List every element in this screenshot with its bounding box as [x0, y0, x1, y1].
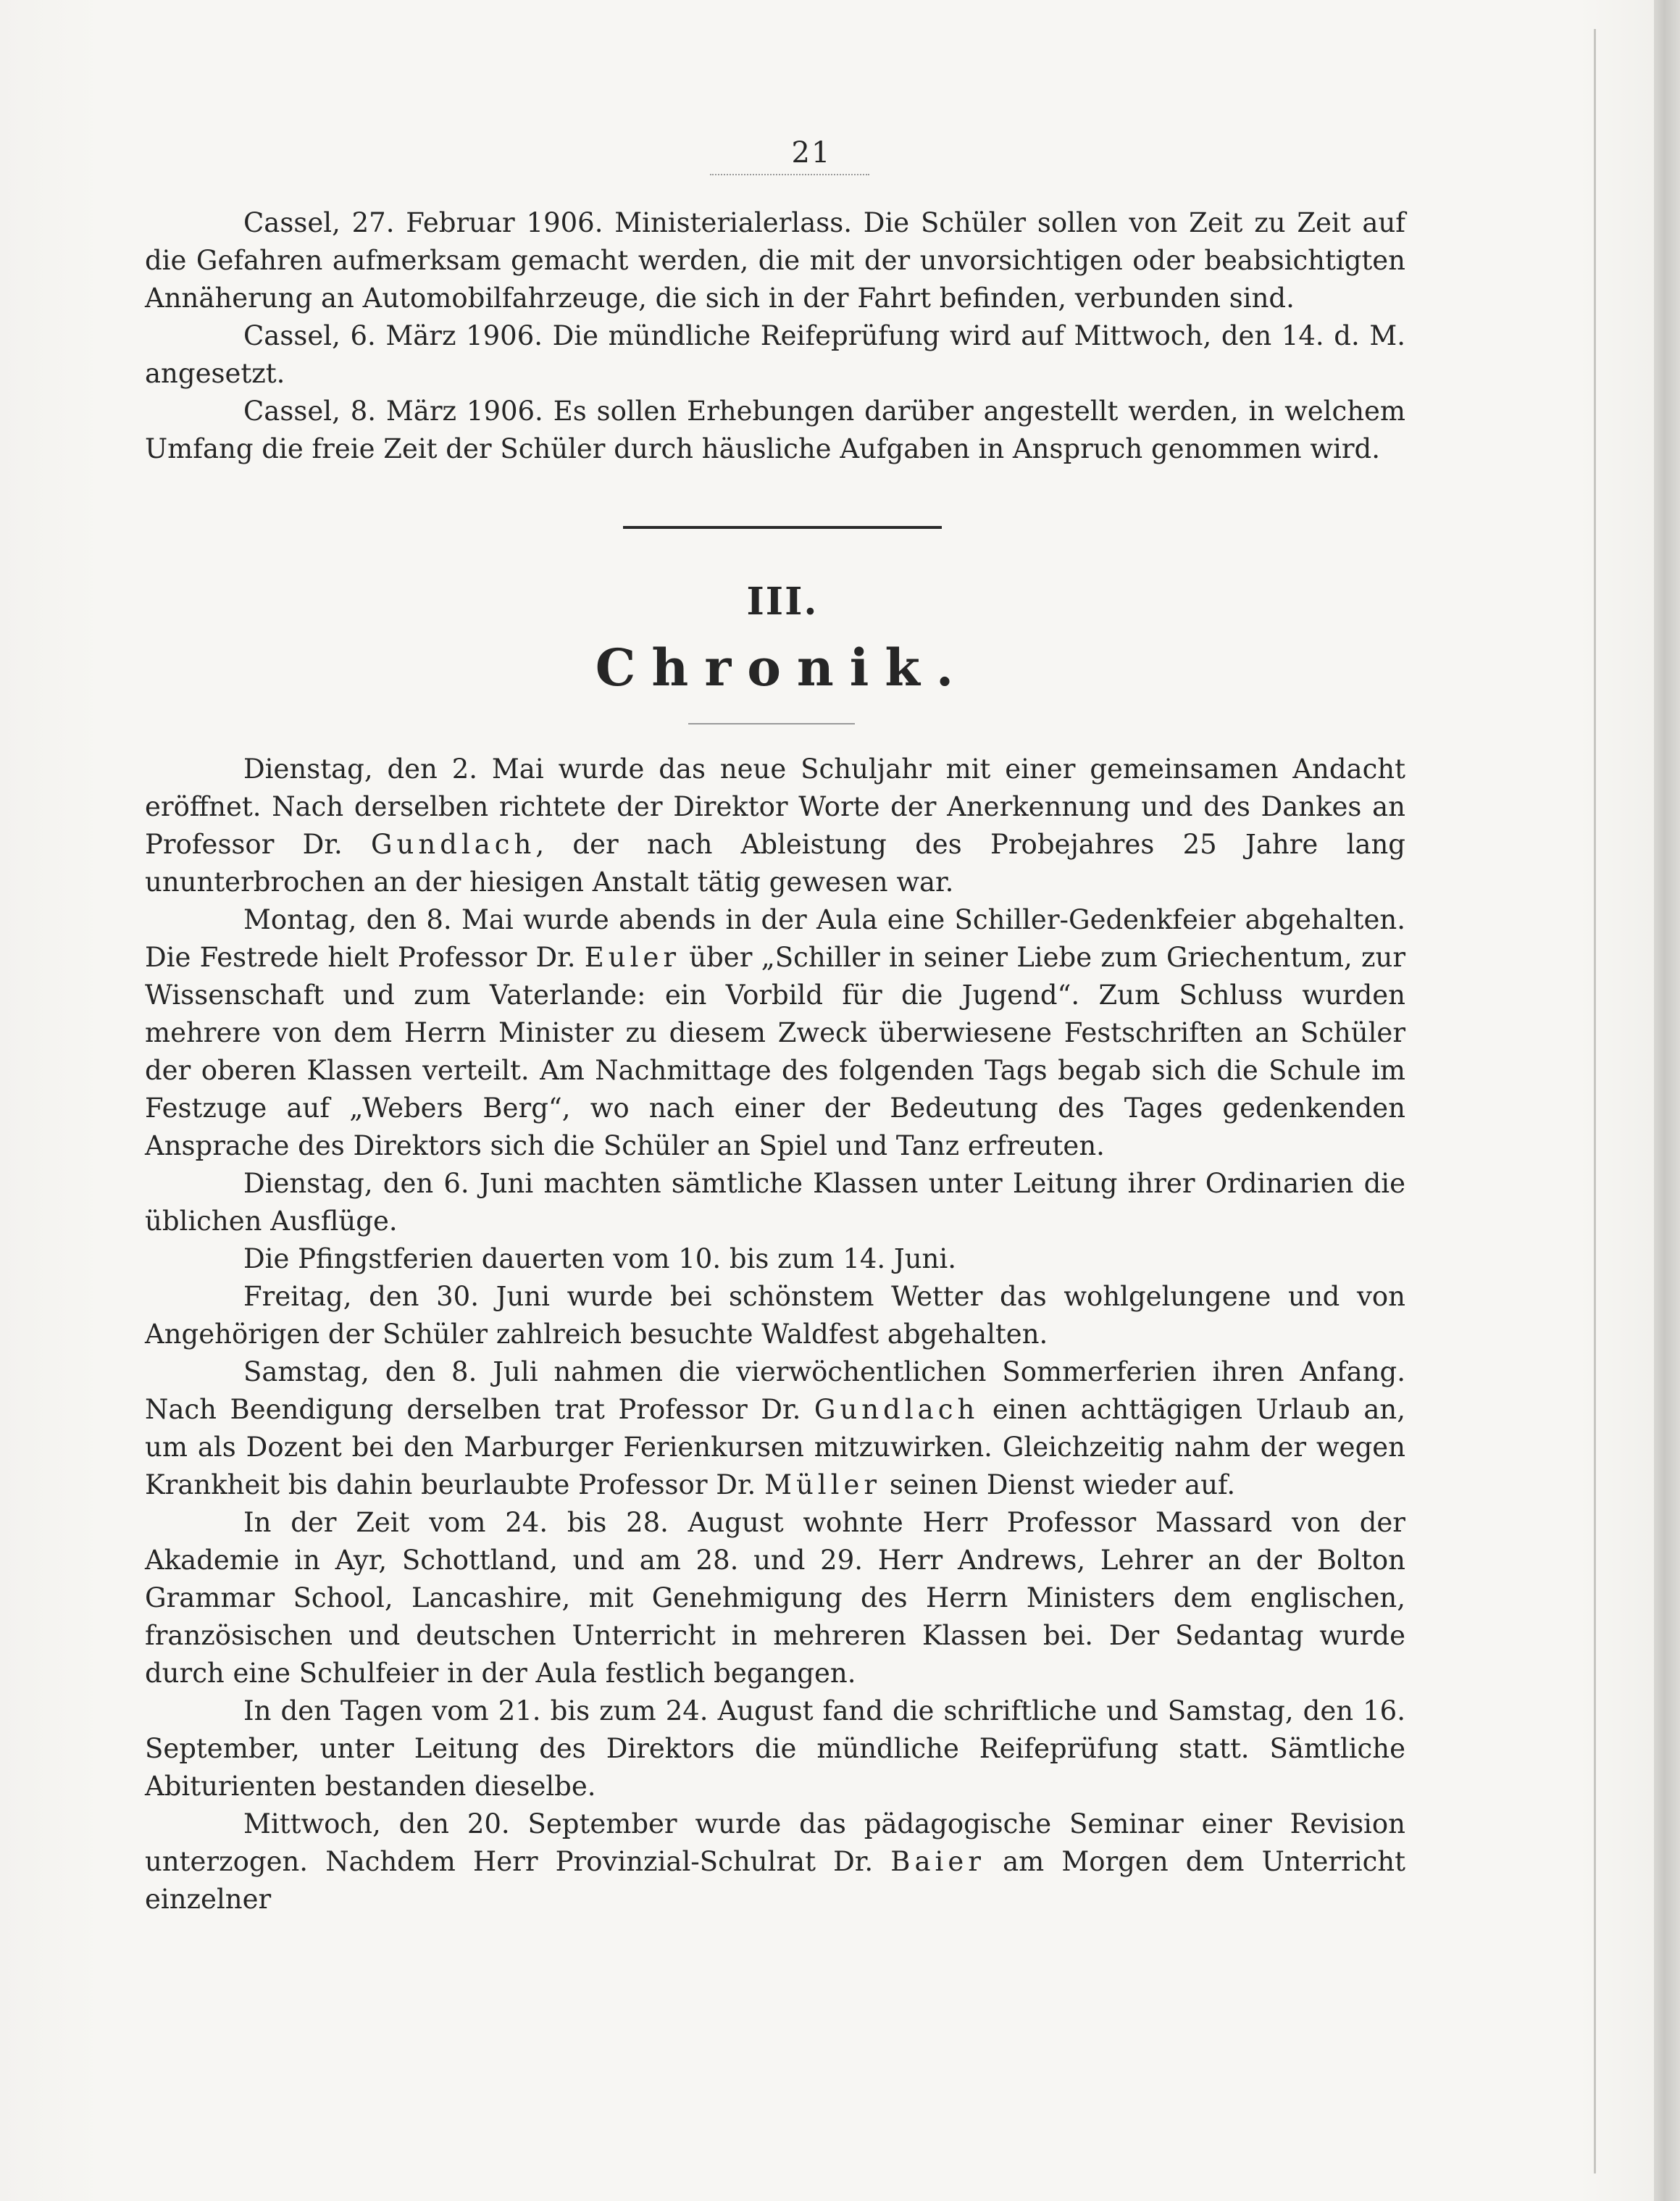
- page-number-ornament: [710, 174, 869, 178]
- chronik-paragraph: Mittwoch, den 20. September wurde das pädagogische Seminar einer Revision unterzogen. Nachdem Herr Provinzial-Schulrat Dr. Baier am Morgen dem Unterricht einzelner: [145, 1808, 1405, 1915]
- person-name: Gundlach: [814, 1394, 979, 1425]
- section-number: III.: [746, 580, 819, 624]
- person-name: Baier: [890, 1846, 985, 1877]
- section-title: Chronik.: [595, 638, 970, 698]
- chronik-paragraph: Samstag, den 8. Juli nahmen die vierwöchentlichen Sommerferien ihren Anfang. Nach Beendigung derselben trat Professor Dr. Gundlach einen achttägigen Urlaub an, um als Dozent bei den Marburger Ferienkursen mitzuwirken. Gleichzeitig nahm der wegen Krankheit bis dahin beurlaubte Professor Dr. Müller seinen Dienst wieder auf.: [145, 1356, 1405, 1500]
- section-divider: [623, 526, 942, 529]
- chronik-paragraph: Dienstag, den 6. Juni machten sämtliche Klassen unter Leitung ihrer Ordinarien die üblichen Ausflüge.: [145, 1168, 1405, 1237]
- decree-paragraph: Cassel, 27. Februar 1906. Ministerialerlass. Die Schüler sollen von Zeit zu Zeit auf die Gefahren aufmerksam gemacht werden, die mit der unvorsichtigen oder beabsichtigten Annäherung an Automobilfahrzeuge, die sich in der Fahrt befinden, verbunden sind.: [145, 207, 1405, 314]
- binding-line: [1594, 29, 1596, 2173]
- chronik-paragraph: Dienstag, den 2. Mai wurde das neue Schuljahr mit einer gemeinsamen Andacht eröffnet. Nach derselben richtete der Direktor Worte der Anerkennung und des Dankes an Professor Dr. Gundlach, der nach Ableistung des Probejahres 25 Jahre lang ununterbrochen an der hiesigen Anstalt tätig gewesen war.: [145, 753, 1405, 898]
- chronik-paragraph: Die Pfingstferien dauerten vom 10. bis zum 14. Juni.: [243, 1243, 956, 1274]
- title-underline: [688, 723, 855, 724]
- decrees-section: [145, 204, 1405, 468]
- page-number: 21: [791, 136, 832, 170]
- page-edge: [1654, 0, 1680, 2201]
- decree-paragraph: Cassel, 6. März 1906. Die mündliche Reifeprüfung wird auf Mittwoch, den 14. d. M. angesetzt.: [145, 320, 1405, 389]
- person-name: Euler: [584, 942, 681, 973]
- chronik-paragraph: Montag, den 8. Mai wurde abends in der Aula eine Schiller-Gedenkfeier abgehalten. Die Festrede hielt Professor Dr. Euler über „Schiller in seiner Liebe zum Griechentum, zur Wissenschaft und zum Vaterlande: ein Vorbild für die Jugend“. Zum Schluss wurden mehrere von dem Herrn Minister zu diesem Zweck überwiesene Festschriften an Schüler der oberen Klassen verteilt. Am Nachmittage des folgenden Tags begab sich die Schule im Festzuge auf „Webers Berg“, wo nach einer der Bedeutung des Tages gedenkenden Ansprache des Direktors sich die Schüler an Spiel und Tanz erfreuten.: [145, 904, 1406, 1161]
- chronik-paragraph: In der Zeit vom 24. bis 28. August wohnte Herr Professor Massard von der Akademie in Ayr, Schottland, und am 28. und 29. Herr Andrews, Lehrer an der Bolton Grammar School, Lancashire, mit Genehmigung des Herrn Ministers dem englischen, französischen und deutschen Unterricht in mehreren Klassen bei. Der Sedantag wurde durch eine Schulfeier in der Aula festlich begangen.: [145, 1507, 1405, 1689]
- person-name: Gundlach: [371, 829, 536, 860]
- decree-paragraph: Cassel, 8. März 1906. Es sollen Erhebungen darüber angestellt werden, in welchem Umfang die freie Zeit der Schüler durch häusliche Aufgaben in Anspruch genommen wird.: [145, 396, 1405, 464]
- chronik-paragraph: In den Tagen vom 21. bis zum 24. August fand die schriftliche und Samstag, den 16. September, unter Leitung des Direktors die mündliche Reifeprüfung statt. Sämtliche Abiturienten bestanden dieselbe.: [145, 1695, 1405, 1802]
- chronik-body: [145, 751, 1405, 1918]
- chronik-paragraph: Freitag, den 30. Juni wurde bei schönstem Wetter das wohlgelungene und von Angehörigen der Schüler zahlreich besuchte Waldfest abgehalten.: [145, 1281, 1405, 1350]
- person-name: Müller: [764, 1469, 882, 1500]
